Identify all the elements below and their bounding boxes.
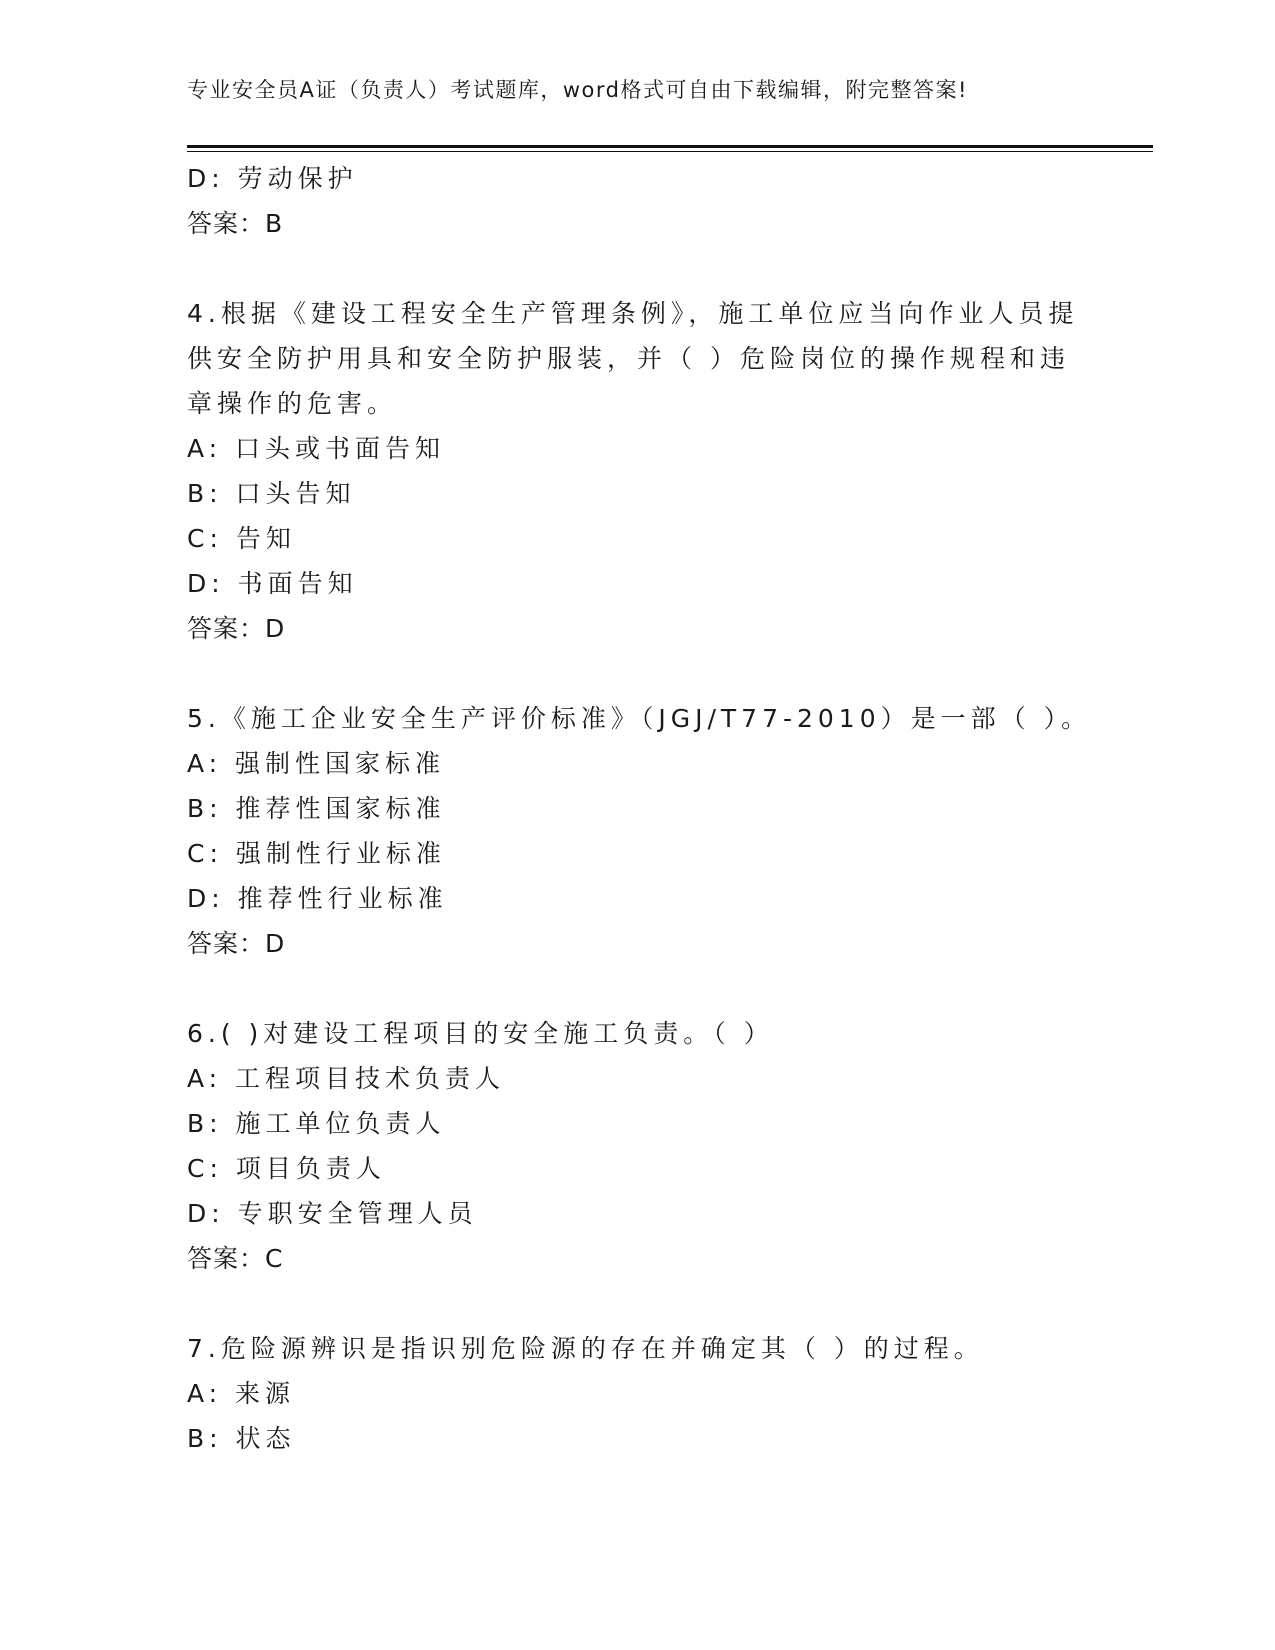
question-stem-line: 7.危险源辨识是指识别危险源的存在并确定其（ ）的过程。	[187, 1334, 984, 1363]
question-5	[187, 696, 1092, 966]
question-stem-line: 5.《施工企业安全生产评价标准》（JGJ/T77-2010）是一部（ ）。	[187, 704, 1092, 733]
answer: 答案：D	[187, 929, 286, 958]
option-c: C: 强制性行业标准	[187, 839, 446, 868]
question-6	[187, 1011, 1087, 1281]
question-stem-line: 章操作的危害。	[187, 389, 398, 418]
header-divider-thin	[187, 151, 1153, 152]
option-a: A: 口头或书面告知	[187, 434, 446, 463]
option-c: C: 项目负责人	[187, 1154, 386, 1183]
option-b: B: 施工单位负责人	[187, 1109, 446, 1138]
question-stem-line: 6.( )对建设工程项目的安全施工负责。（ ）	[187, 1019, 774, 1048]
page-header: 专业安全员A证（负责人）考试题库，word格式可自由下载编辑，附完整答案!	[187, 78, 968, 102]
question-stem-line: 供安全防护用具和安全防护服装，并（ ）危险岗位的操作规程和违	[187, 344, 1070, 373]
option-d: D: 劳动保护	[187, 164, 358, 193]
question-stem-line: 4.根据《建设工程安全生产管理条例》，施工单位应当向作业人员提	[187, 299, 1079, 328]
option-d: D: 书面告知	[187, 569, 358, 598]
question-content	[187, 156, 1092, 1461]
option-b: B: 推荐性国家标准	[187, 794, 446, 823]
answer: 答案：D	[187, 614, 286, 643]
question-4	[187, 291, 1087, 651]
option-d: D: 专职安全管理人员	[187, 1199, 478, 1228]
option-b: B: 口头告知	[187, 479, 356, 508]
option-d: D: 推荐性行业标准	[187, 884, 448, 913]
question-7	[187, 1326, 1087, 1461]
option-b: B: 状态	[187, 1424, 296, 1453]
answer: 答案：B	[187, 209, 284, 238]
option-c: C: 告知	[187, 524, 296, 553]
option-a: A: 来源	[187, 1379, 296, 1408]
header-divider-thick	[187, 145, 1153, 148]
answer: 答案：C	[187, 1244, 284, 1273]
option-a: A: 工程项目技术负责人	[187, 1064, 506, 1093]
option-a: A: 强制性国家标准	[187, 749, 446, 778]
